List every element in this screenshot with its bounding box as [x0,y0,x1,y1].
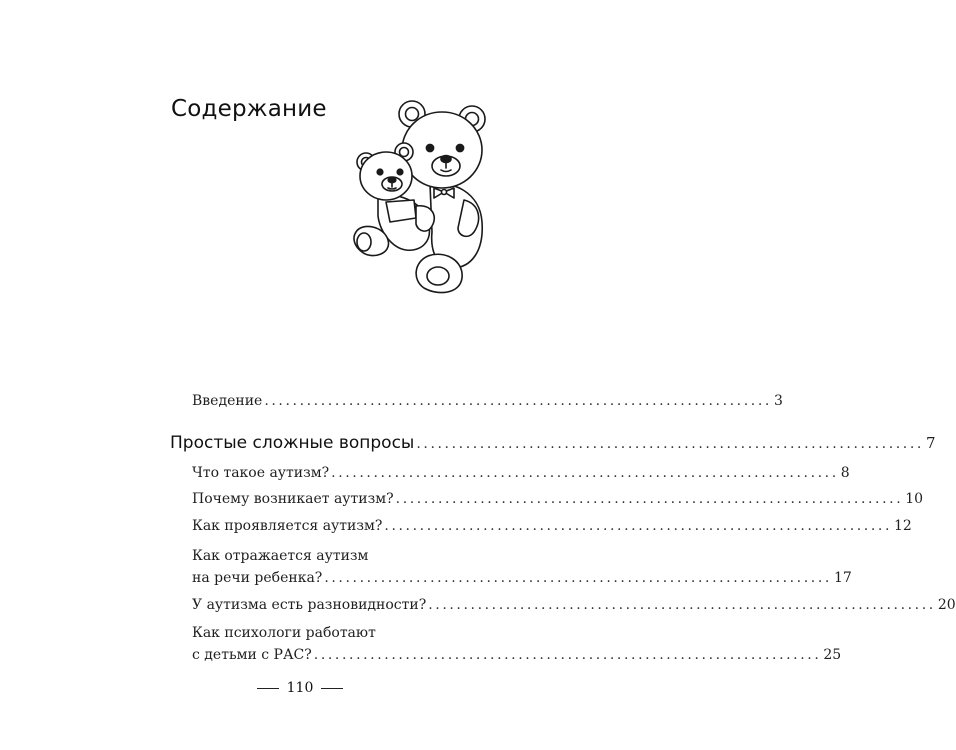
toc-section-page: 7 [925,434,936,452]
toc-entry-title: Как отражается аутизм [192,548,369,564]
page-number [0,680,600,696]
toc-entry-title-continued: с детьми с РАС? [192,647,312,663]
toc-entry-intro[interactable] [192,392,783,410]
page-number-dash-right [321,688,343,689]
toc-leader: ........................................................................ [264,393,772,409]
toc-entry-page: 3 [773,393,783,409]
toc-entry-title-continued: на речи ребенка? [192,570,323,586]
toc-entry[interactable] [192,517,912,535]
toc-entry-page: 12 [894,518,912,534]
toc-leader: ........................................................................ [428,597,936,613]
toc-section-heading[interactable] [170,433,936,453]
toc-entry[interactable] [192,490,924,508]
page-title: Содержание [171,96,327,122]
toc-entry-title: Как психологи работают [192,625,376,641]
toc-leader: ........................................................................ [416,436,924,452]
toc-entry[interactable] [192,547,852,587]
toc-entry[interactable] [192,596,956,614]
page-number-value: 110 [286,680,314,696]
toc-entry-page: 17 [833,570,852,586]
toc-entry[interactable] [192,464,850,482]
toc-entry-page: 25 [823,647,842,663]
toc-entry-title: Введение [192,393,263,409]
page-number-dash-left [257,688,279,689]
toc-entry-title: Что такое аутизм? [192,465,330,481]
toc-entry-title: У аутизма есть разновидности? [192,597,427,613]
toc-leader: ........................................................................ [395,491,904,507]
toc-entry-page: 8 [840,465,850,481]
toc-entry-title: Как проявляется аутизм? [192,518,383,534]
toc-entry-title: Почему возникает аутизм? [192,491,394,507]
toc-leader: ........................................................................ [324,570,832,586]
toc-leader: ........................................................................ [313,647,822,663]
toc-entry-page: 10 [905,491,924,507]
toc-entry[interactable] [192,624,842,664]
toc-leader: ........................................................................ [331,465,839,481]
toc-section-title: Простые сложные вопросы [170,433,415,453]
toc-leader: ........................................................................ [384,518,893,534]
toc-entry-page: 20 [937,597,956,613]
